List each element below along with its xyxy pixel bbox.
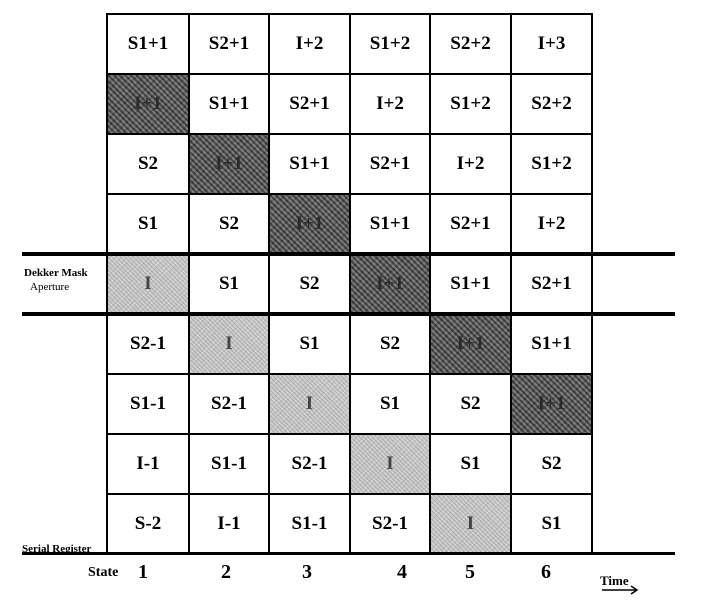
grid-cell: I+1 — [106, 73, 190, 135]
grid-cell: S-2 — [106, 493, 190, 555]
grid-cell: I-1 — [188, 493, 270, 555]
grid-cell: S1+1 — [349, 193, 431, 255]
state-number: 5 — [465, 561, 475, 583]
grid-cell: S2 — [106, 133, 190, 195]
state-number: 4 — [397, 561, 407, 583]
grid-cell: I — [188, 313, 270, 375]
grid-cell: S2-1 — [349, 493, 431, 555]
grid-cell: S2+2 — [429, 13, 512, 75]
dekker-mask-label-line1: Dekker Mask — [24, 267, 88, 279]
grid-cell: S1 — [349, 373, 431, 435]
time-axis-label: Time — [600, 573, 629, 588]
grid-cell: I — [268, 373, 351, 435]
grid-cell: S1+2 — [510, 133, 593, 195]
grid-cell: I-1 — [106, 433, 190, 495]
grid-cell: I+2 — [429, 133, 512, 195]
grid-cell: S1+2 — [349, 13, 431, 75]
grid-cell: I — [106, 253, 190, 315]
grid-cell: S1 — [268, 313, 351, 375]
grid-cell: S2 — [349, 313, 431, 375]
grid-cell: I+1 — [268, 193, 351, 255]
grid-cell: S1-1 — [106, 373, 190, 435]
state-number: 2 — [221, 561, 231, 583]
grid-cell: S1+1 — [510, 313, 593, 375]
grid-cell: I+1 — [429, 313, 512, 375]
grid-cell: S2-1 — [268, 433, 351, 495]
grid-cell: S2+1 — [429, 193, 512, 255]
grid-cell: S1 — [188, 253, 270, 315]
time-arrow-icon — [600, 585, 642, 595]
dekker-mask-label-line2: Aperture — [30, 281, 70, 293]
grid-cell: S1+1 — [268, 133, 351, 195]
grid-cell: S2 — [510, 433, 593, 495]
state-number: 6 — [541, 561, 551, 583]
grid-cell: I+2 — [349, 73, 431, 135]
grid-cell: I+1 — [349, 253, 431, 315]
grid-cell: I — [349, 433, 431, 495]
grid-cell: S1 — [106, 193, 190, 255]
dekker-aperture-bottom-line — [22, 312, 675, 316]
grid-cell: S2+1 — [349, 133, 431, 195]
state-axis-label: State — [88, 565, 119, 580]
grid-cell: S1 — [510, 493, 593, 555]
state-number: 1 — [138, 561, 148, 583]
grid-cell: S2+1 — [510, 253, 593, 315]
grid-cell: S1 — [429, 433, 512, 495]
grid-cell: I+2 — [510, 193, 593, 255]
grid-cell: S1+1 — [429, 253, 512, 315]
grid-cell: S2 — [429, 373, 512, 435]
dekker-aperture-top-line — [22, 252, 675, 256]
grid-cell: S2 — [188, 193, 270, 255]
grid-cell: S1+2 — [429, 73, 512, 135]
grid-cell: S2+1 — [188, 13, 270, 75]
grid-cell: I — [429, 493, 512, 555]
grid-cell: S1-1 — [268, 493, 351, 555]
state-number: 3 — [302, 561, 312, 583]
grid-cell: I+3 — [510, 13, 593, 75]
grid-cell: S1-1 — [188, 433, 270, 495]
grid-cell: S2 — [268, 253, 351, 315]
grid-cell: S2+1 — [268, 73, 351, 135]
grid-cell: S2-1 — [188, 373, 270, 435]
grid-cell: I+2 — [268, 13, 351, 75]
grid-cell: S1+1 — [106, 13, 190, 75]
grid-cell: I+1 — [188, 133, 270, 195]
serial-register-line — [22, 552, 675, 555]
grid-cell: S1+1 — [188, 73, 270, 135]
grid-cell: S2-1 — [106, 313, 190, 375]
grid-cell: S2+2 — [510, 73, 593, 135]
serial-register-label: Serial Register — [22, 543, 92, 555]
grid-cell: I+1 — [510, 373, 593, 435]
